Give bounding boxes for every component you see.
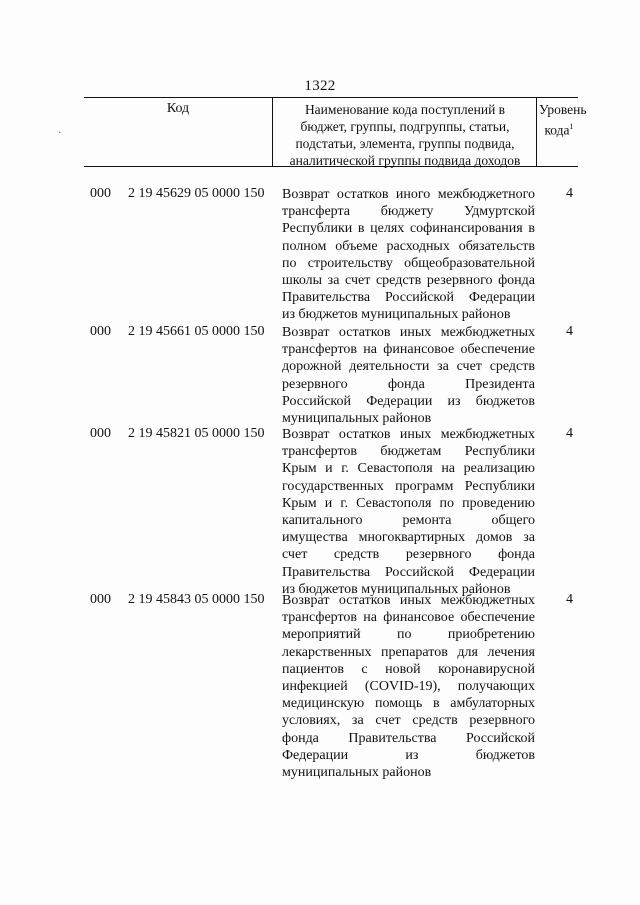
description-line: капитального ремонта общего [282,513,535,529]
header-code-label: Код [166,101,190,116]
header-name-line: подстатьи, элемента, группы подвида, [295,136,515,151]
description-line: мероприятий по приобретению [282,627,535,643]
revenue-code: 2 19 45843 05 0000 150 [128,592,265,607]
description-line: государственных программ Республики [282,478,535,494]
description-line: Возврат остатков иных межбюджетных [282,325,535,340]
description-line: Крым и г. Севастополя на реализацию [282,461,535,477]
scan-mark: · [58,128,62,139]
header-top-border [84,97,578,98]
description-line: дорожной деятельности за счет средств [282,359,535,375]
description-line: условиях, за счет средств резервного [282,713,535,729]
description-line: медицинскую помощь в амбулаторных [282,696,535,712]
description-line: резервного фонда Президента [282,376,535,392]
description-line: трансфертов на финансовое обеспечение [282,342,535,358]
description-line: Правительства Российской Федерации [282,290,535,306]
description-line: трансферта бюджету Удмуртской [282,204,535,220]
header-divider-2 [536,97,537,167]
revenue-description [282,592,535,781]
description-line: имущества многоквартирных домов за [282,530,535,546]
header-name-line: аналитической группы подвида доходов [289,153,521,168]
description-line: Российской Федерации из бюджетов [282,393,535,409]
description-line: муниципальных районов [282,765,432,781]
description-line: счет средств резервного фонда [282,547,535,563]
description-line: школы за счет средств резервного фонда [282,273,535,289]
header-name-line: Наименование кода поступлений в [304,102,506,117]
description-line: Крым и г. Севастополя по проведению [282,495,535,511]
admin-code: 000 [90,324,111,339]
revenue-code: 2 19 45661 05 0000 150 [128,324,265,339]
description-line: Возврат остатков иного межбюджетного [282,187,535,202]
footnote-marker: 1 [569,122,574,131]
revenue-description [282,186,535,324]
header-divider-1 [272,97,273,167]
revenue-code: 2 19 45821 05 0000 150 [128,426,265,441]
code-level: 4 [566,324,573,339]
description-line: Республики в целях софинансирования в [282,221,535,237]
description-line: трансфертов на финансовое обеспечение [282,610,535,626]
admin-code: 000 [90,426,111,441]
header-level-line [539,118,579,139]
description-line: пациентов с новой коронавирусной [282,661,535,677]
revenue-description [282,324,535,427]
admin-code: 000 [90,592,111,607]
description-line: из бюджетов муниципальных районов [282,307,511,323]
description-line: Правительства Российской Федерации [282,564,535,580]
code-level: 4 [566,426,573,441]
description-line: из бюджетов муниципальных районов [282,581,511,597]
header-level-label [539,101,587,139]
description-line: полном объеме расходных обязательств [282,238,535,254]
description-line: по строительству общеобразовательной [282,255,535,271]
description-line: инфекцией (COVID-19), получающих [282,679,535,695]
description-line: муниципальных районов [282,411,432,427]
description-line: Возврат остатков иных межбюджетных [282,427,535,442]
description-line: лекарственных препаратов для лечения [282,644,535,660]
admin-code: 000 [90,186,111,201]
description-line: Возврат остатков иных межбюджетных [282,593,535,608]
page-number: 1322 [304,78,336,94]
code-level: 4 [566,592,573,607]
revenue-description [282,426,535,598]
description-line: фонда Правительства Российской [282,730,535,746]
header-level-line: Уровень [539,102,587,117]
header-name-label [274,101,536,169]
table-header [84,97,587,168]
code-level: 4 [566,186,573,201]
description-line: трансфертов бюджетам Республики [282,444,535,460]
revenue-code: 2 19 45629 05 0000 150 [128,186,265,201]
description-line: Федерации из бюджетов [282,747,535,763]
header-level-word: кода [544,122,570,138]
header-name-line: бюджет, группы, подгруппы, статьи, [300,119,510,134]
